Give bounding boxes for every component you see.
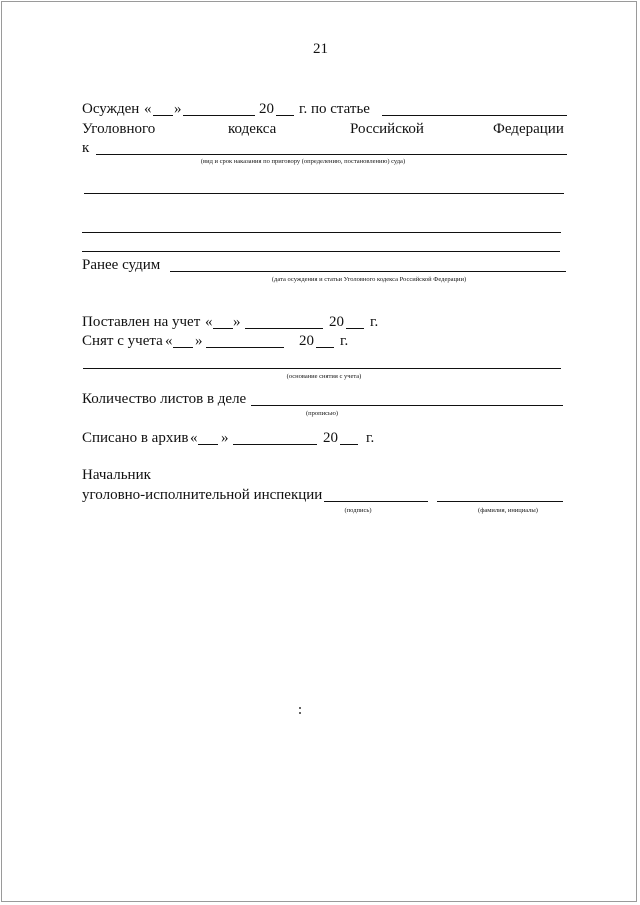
k-label: к bbox=[82, 140, 90, 156]
archived-year-prefix: 20 bbox=[323, 430, 338, 446]
deregistered-quote-close: » bbox=[195, 333, 203, 349]
archived-year-field[interactable] bbox=[340, 444, 358, 445]
convicted-quote-open: « bbox=[144, 101, 152, 117]
chief-name-caption: (фамилия, инициалы) bbox=[478, 507, 538, 514]
criminal-code-word-1: Уголовного bbox=[82, 121, 156, 137]
deregistered-year-prefix: 20 bbox=[299, 333, 314, 349]
convicted-month-field[interactable] bbox=[183, 115, 255, 116]
deregistered-year-suffix: г. bbox=[340, 333, 349, 349]
registered-year-field[interactable] bbox=[346, 328, 364, 329]
convicted-article-field[interactable] bbox=[382, 115, 567, 116]
registered-month-field[interactable] bbox=[245, 328, 323, 329]
registered-year-prefix: 20 bbox=[329, 314, 344, 330]
chief-signature-caption: (подпись) bbox=[344, 507, 372, 514]
registered-quote-open: « bbox=[205, 314, 213, 330]
chief-name-field[interactable] bbox=[437, 501, 563, 502]
deregistered-year-field[interactable] bbox=[316, 347, 334, 348]
registered-label: Поставлен на учет bbox=[82, 314, 201, 330]
sentence-field[interactable] bbox=[96, 154, 567, 155]
archived-quote-close: » bbox=[221, 430, 229, 446]
convicted-article-text: г. по статье bbox=[299, 101, 370, 117]
deregistration-reason-field[interactable] bbox=[83, 368, 561, 369]
sheets-label: Количество листов в деле bbox=[82, 391, 247, 407]
chief-title-line-2: уголовно-исполнительной инспекции bbox=[82, 487, 323, 503]
deregistered-quote-open: « bbox=[165, 333, 173, 349]
registered-year-suffix: г. bbox=[370, 314, 379, 330]
archived-label: Списано в архив bbox=[82, 430, 189, 446]
archived-quote-open: « bbox=[190, 430, 198, 446]
convicted-quote-close: » bbox=[174, 101, 182, 117]
convicted-day-field[interactable] bbox=[153, 115, 173, 116]
deregistered-day-field[interactable] bbox=[173, 347, 193, 348]
archived-year-suffix: г. bbox=[366, 430, 375, 446]
stray-dot bbox=[299, 707, 301, 709]
registered-day-field[interactable] bbox=[213, 328, 233, 329]
registered-quote-close: » bbox=[233, 314, 241, 330]
deregistered-month-field[interactable] bbox=[206, 347, 284, 348]
archived-month-field[interactable] bbox=[233, 444, 317, 445]
sheets-field[interactable] bbox=[251, 405, 563, 406]
previously-convicted-field[interactable] bbox=[170, 271, 566, 272]
sentence-caption: (вид и срок наказания по приговору (определению, постановлению) суда) bbox=[200, 158, 406, 165]
sentence-continuation-line-3[interactable] bbox=[82, 251, 560, 252]
criminal-code-word-4: Федерации bbox=[493, 121, 564, 137]
stray-dot bbox=[299, 712, 301, 714]
chief-signature-field[interactable] bbox=[324, 501, 428, 502]
previously-convicted-label: Ранее судим bbox=[82, 257, 161, 273]
archived-day-field[interactable] bbox=[198, 444, 218, 445]
criminal-code-word-3: Российской bbox=[350, 121, 424, 137]
convicted-year-field[interactable] bbox=[276, 115, 294, 116]
previously-convicted-caption: (дата осуждения и статьи Уголовного кодекса Российской Федерации) bbox=[271, 276, 467, 283]
convicted-year-prefix: 20 bbox=[259, 101, 274, 117]
sentence-continuation-line-2[interactable] bbox=[82, 232, 561, 233]
page-number: 21 bbox=[313, 41, 328, 57]
sheets-caption: (прописью) bbox=[306, 410, 338, 417]
chief-title-line-1: Начальник bbox=[82, 467, 151, 483]
sentence-continuation-line-1[interactable] bbox=[84, 193, 564, 194]
criminal-code-word-2: кодекса bbox=[228, 121, 277, 137]
deregistration-reason-caption: (основание снятия с учета) bbox=[286, 373, 362, 380]
convicted-label: Осужден bbox=[82, 101, 140, 117]
deregistered-label: Снят с учета bbox=[82, 333, 163, 349]
